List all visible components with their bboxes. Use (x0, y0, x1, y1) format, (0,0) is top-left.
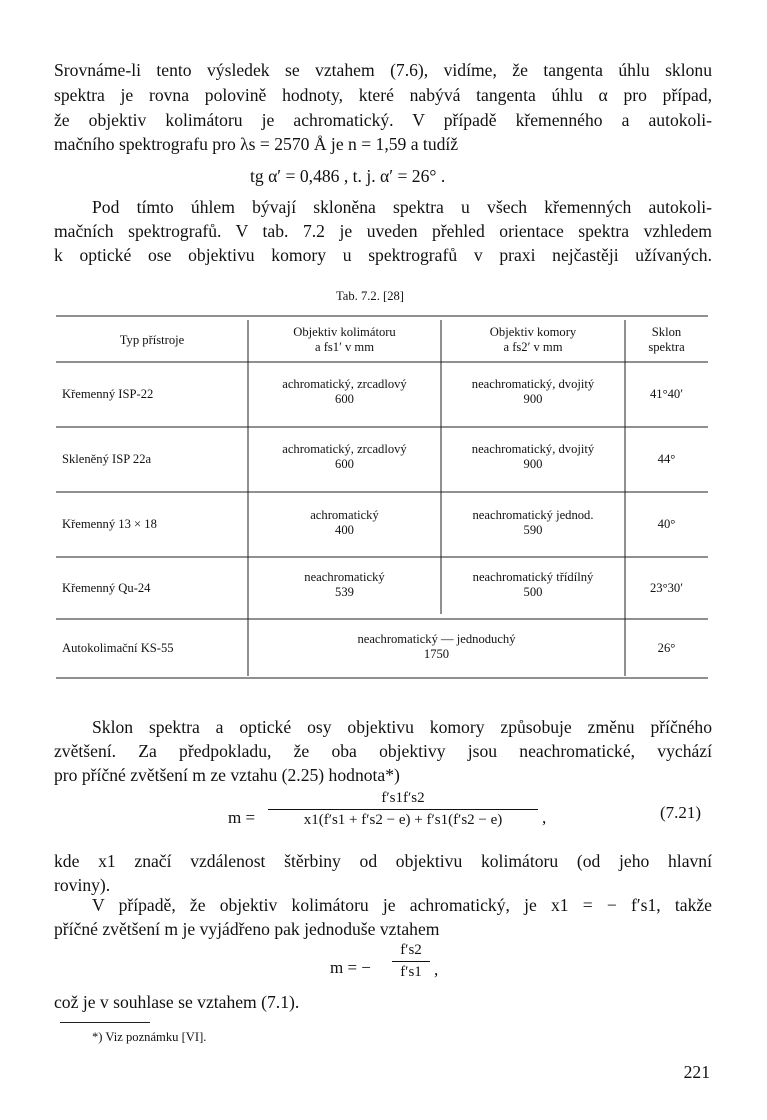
collimator-kind: achromatický (310, 508, 379, 522)
footnote-rule (60, 1022, 150, 1023)
paragraph-line: k optické ose objektivu komory u spektrografů v praxi nejčastěji užívaných. (54, 245, 712, 265)
paragraph-line: že objektiv kolimátoru je achromatický. V případě křemenného a autokoli- (54, 110, 712, 130)
fraction-bar (392, 961, 430, 962)
table-row-type: Křemenný Qu-24 (62, 580, 151, 595)
paragraph-line: Pod tímto úhlem bývají skloněna spektra u všech křemenných autokoli- (92, 197, 712, 217)
header-camera-focal: a fs2′ v mm (503, 340, 563, 354)
camera-kind: neachromatický třídílný (472, 570, 594, 584)
header-tilt-l1: Sklon (651, 325, 682, 339)
camera-kind: neachromatický jednod. (472, 508, 594, 522)
paragraph-line: spektra je rovna polovině hodnoty, které nabývá tangenta úhlu α pro případ, (54, 85, 712, 105)
equation-fraction (268, 790, 538, 829)
paragraph-line: což je v souhlase se vztahem (7.1). (54, 992, 300, 1012)
header-tilt (625, 320, 708, 360)
equation-lhs: m = − (330, 958, 371, 977)
table-row-camera (441, 427, 625, 487)
camera-focal: 900 (523, 392, 543, 406)
table-row-tilt: 41°40′ (650, 387, 683, 401)
formula-tg: tg α′ = 0,486 , t. j. α′ = 26° . (250, 166, 446, 186)
table-row-type: Skleněný ISP 22a (62, 452, 152, 466)
paragraph-line: pro příčné zvětšení m ze vztahu (2.25) hodnota*) (54, 765, 400, 785)
table-row-collimator (248, 362, 441, 422)
table-row-camera (441, 492, 625, 554)
equation-lhs: m = (228, 808, 256, 827)
header-collimator-focal: a fs1′ v mm (314, 340, 375, 354)
table-row-type: Autokolimační KS-55 (62, 641, 174, 655)
table-row-tilt: 40° (657, 517, 676, 531)
table-row-camera (441, 362, 625, 422)
camera-focal: 500 (523, 585, 543, 599)
page-number: 221 (683, 1062, 710, 1082)
camera-kind: neachromatický, dvojitý (471, 377, 595, 391)
camera-kind: neachromatický, dvojitý (471, 442, 595, 456)
table-row-tilt: 23°30′ (650, 580, 683, 595)
paragraph-line: mačního spektrografu pro λs = 2570 Å je n = 1,59 a tudíž (54, 134, 459, 154)
table-row-camera (441, 557, 625, 613)
paragraph-line: příčné zvětšení m je vyjádřeno pak jednoduše vztahem (54, 919, 440, 939)
header-type: Typ přístroje (119, 332, 185, 347)
table-row-collimator (248, 492, 441, 554)
table-row-type: Křemenný ISP-22 (62, 387, 154, 401)
equation-trail: , (434, 960, 439, 979)
collimator-focal: 539 (335, 585, 354, 599)
collimator-focal: 600 (335, 392, 354, 406)
camera-focal: 590 (523, 523, 543, 537)
table (56, 314, 708, 680)
collimator-kind: achromatický, zrcadlový (282, 377, 407, 391)
paragraph-line: Sklon spektra a optické osy objektivu komory způsobuje změnu příčného (92, 717, 712, 737)
paragraph-line: zvětšení. Za předpokladu, že oba objektivy jsou neachromatické, vychází (54, 741, 712, 761)
collimator-focal: 600 (335, 457, 354, 471)
equation-trail: , (542, 808, 547, 827)
collimator-focal: 400 (335, 523, 354, 537)
header-camera (441, 320, 625, 360)
equation-number: (7.21) (660, 803, 702, 822)
camera-focal: 900 (523, 457, 543, 471)
equation-numerator: f′s2 (400, 942, 422, 958)
collimator-kind: achromatický, zrcadlový (282, 442, 407, 456)
header-tilt-l2: spektra (648, 340, 685, 354)
paragraph-line: roviny). (54, 875, 111, 895)
paragraph-line: mačních spektrografů. V tab. 7.2 je uveden přehled orientace spektra vzhledem (54, 221, 712, 241)
table-row-tilt: 44° (657, 452, 676, 466)
equation-fraction (392, 942, 430, 981)
table-row-type: Křemenný 13 × 18 (62, 517, 157, 531)
paragraph-line: kde x1 značí vzdálenost štěrbiny od objektivu kolimátoru (od jeho hlavní (54, 851, 712, 871)
table-row-collimator (248, 427, 441, 487)
header-collimator-label: Objektiv kolimátoru (293, 325, 396, 339)
collimator-kind: neachromatický (304, 570, 385, 584)
header-collimator (248, 320, 441, 360)
table-row-tilt: 26° (657, 641, 676, 655)
equation-denominator: x1(f′s1 + f′s2 − e) + f′s1(f′s2 − e) (303, 812, 503, 828)
table-row-merged (248, 619, 625, 675)
merged-focal: 1750 (423, 647, 450, 661)
equation-numerator: f′s1f′s2 (381, 790, 425, 806)
equation-denominator: f′s1 (400, 964, 422, 980)
merged-kind: neachromatický — jednoduchý (357, 632, 516, 646)
table-row-collimator (248, 557, 441, 613)
fraction-bar (268, 809, 538, 810)
footnote: *) Viz poznámku [VI]. (92, 1030, 207, 1044)
table-caption: Tab. 7.2. [28] (335, 289, 405, 303)
paragraph-line: Srovnáme-li tento výsledek se vztahem (7.6), vidíme, že tangenta úhlu sklonu (54, 60, 712, 80)
paragraph-line: V případě, že objektiv kolimátoru je achromatický, je x1 = − f′s1, takže (92, 895, 712, 915)
header-camera-label: Objektiv komory (489, 325, 577, 339)
